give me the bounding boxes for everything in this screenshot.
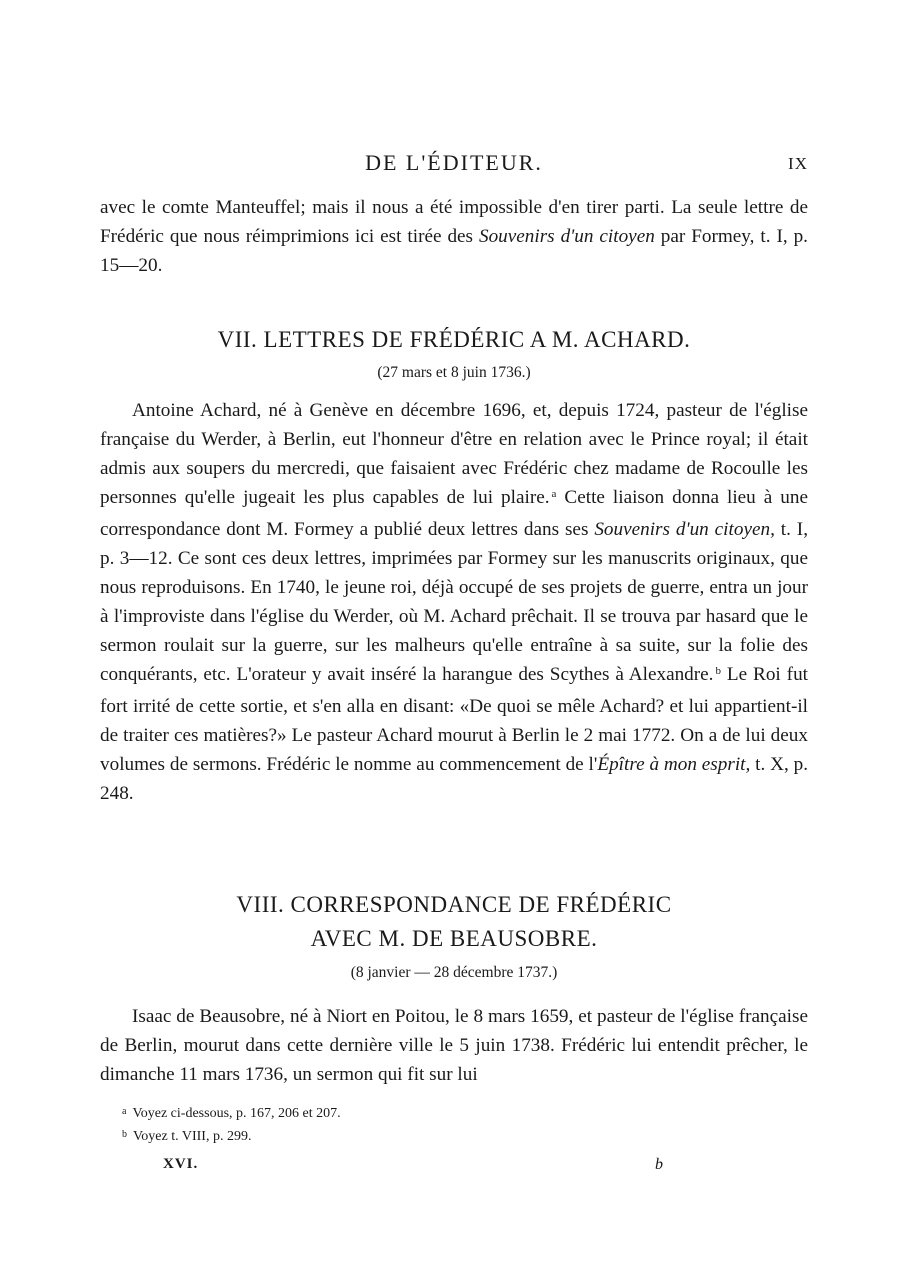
footnote-a — [122, 1103, 782, 1126]
intro-text-end: par Formey, t. I, p. 15—20. — [100, 226, 808, 276]
vii-text-4: Le Roi fut fort irrité de cette sortie, et s'en alla en disant: «De quoi se mêle Achard? et lui appartient-il de traiter ces matières?» Le pasteur Achard mourut à Berlin le 2 mai 1772. On a de lui deux volumes de sermons. Frédéric le nomme au commencement de l' — [100, 664, 808, 775]
running-head-title: DE L'ÉDITEUR. — [365, 150, 543, 175]
running-head — [100, 150, 808, 180]
section-viii-heading — [100, 888, 808, 956]
vii-text-2: Cette liaison donna lieu à une correspondance dont M. Formey a publié deux lettres dans ses — [100, 487, 808, 540]
section-viii-dates: (8 janvier — 28 décembre 1737.) — [350, 964, 558, 981]
vii-text-3: t. I, p. 3—12. Ce sont ces deux lettres, imprimées par Formey sur les manuscrits originaux, que nous reproduisons. En 1740, le jeune roi, déjà occupé de ses projets de guerre, entra un jour à l'improviste dans l'église du Werder, où M. Achard prêchait. Il se trouva par hasard que le sermon roulait sur la guerre, sur les malheurs qu'elle entraîne à sa suite, sur la folie des conquérants, etc. L'orateur y avait inséré la harangue des Scythes à Alexandre. — [100, 519, 808, 685]
intro-italic: Souvenirs d'un citoyen — [478, 226, 655, 247]
viii-text-1: Isaac de Beausobre, né à Niort en Poitou, le 8 mars 1659, et pasteur de l'église française de Berlin, mourut dans cette dernière ville le 5 juin 1738. Frédéric lui entendit prêcher, le dimanche 11 mars 1736, un sermon qui fit sur lui — [100, 1006, 808, 1085]
section-viii-heading-line2: AVEC M. DE BEAUSOBRE. — [310, 926, 598, 951]
volume-signature: XVI. — [163, 1156, 199, 1172]
footnote-ref-b[interactable]: b — [715, 665, 721, 677]
page-number: IX — [788, 154, 808, 173]
intro-paragraph — [100, 193, 808, 280]
footnote-text-b: Voyez t. VIII, p. 299. — [133, 1129, 252, 1144]
vii-italic-2: Souvenirs d'un citoyen, — [594, 519, 775, 540]
footnote-mark-b: b — [122, 1129, 127, 1140]
intro-text: avec le comte Manteuffel; mais il nous a été impossible d'en tirer parti. La seule lettre de Frédéric que nous réimprimions ici est tirée des — [100, 197, 808, 247]
section-vii-body — [100, 396, 808, 808]
section-viii-heading-line1: VIII. CORRESPONDANCE DE FRÉDÉRIC — [236, 892, 672, 917]
footnote-mark-a: a — [122, 1106, 127, 1117]
footnotes — [122, 1103, 782, 1149]
vii-text-5: t. X, p. 248. — [100, 754, 809, 804]
section-viii-body — [100, 1002, 808, 1089]
sheet-signature: b — [655, 1156, 663, 1173]
footnote-b — [122, 1126, 782, 1149]
footnote-ref-a[interactable]: a — [551, 488, 557, 500]
section-vii-dates: (27 mars et 8 juin 1736.) — [377, 364, 531, 381]
section-vii-heading: VII. LETTRES DE FRÉDÉRIC A M. ACHARD. — [217, 327, 691, 352]
footnote-text-a: Voyez ci-dessous, p. 167, 206 et 207. — [132, 1106, 341, 1121]
vii-text-1: Antoine Achard, né à Genève en décembre 1696, et, depuis 1724, pasteur de l'église française du Werder, à Berlin, eut l'honneur d'être en relation avec le Prince royal; il était admis aux soupers du mercredi, que faisaient avec Frédéric chez madame de Rocoulle les personnes qu'elle jugeait les plus capables de lui plaire. — [100, 400, 808, 508]
vii-italic-3: Épître à mon esprit, — [597, 754, 751, 775]
